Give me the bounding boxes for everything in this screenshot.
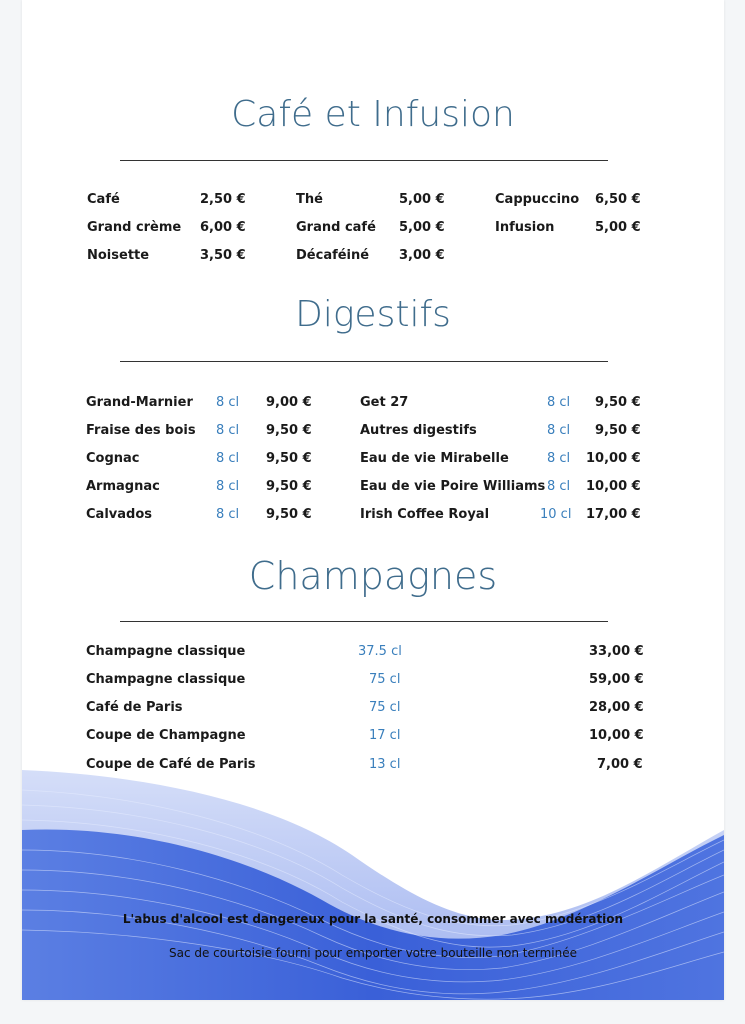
- menu-item-name: Champagne classique: [86, 644, 246, 659]
- menu-item-name: Noisette: [87, 248, 150, 263]
- menu-item-volume: 17 cl: [369, 728, 401, 743]
- menu-item-volume: 8 cl: [216, 395, 240, 410]
- menu-item-volume: 8 cl: [547, 479, 571, 494]
- courtesy-bag-text: Sac de courtoisie fourni pour emporter votre bouteille non terminée: [168, 946, 578, 960]
- menu-item-price: 2,50 €: [200, 192, 246, 207]
- menu-item-name: Fraise des bois: [86, 423, 196, 438]
- menu-item-price: 3,50 €: [200, 248, 246, 263]
- decorative-wave-background: [22, 770, 724, 1000]
- divider-cafe: [120, 160, 608, 161]
- section-title-champagnes: Champagnes: [248, 554, 498, 598]
- section-title-digestifs: Digestifs: [295, 294, 451, 335]
- menu-item-volume: 10 cl: [540, 507, 572, 522]
- menu-item-name: Champagne classique: [86, 672, 246, 687]
- menu-item-volume: 75 cl: [369, 700, 401, 715]
- menu-item-price: 33,00 €: [589, 644, 644, 659]
- menu-item-volume: 13 cl: [369, 757, 401, 772]
- menu-item-name: Grand crème: [87, 220, 182, 235]
- menu-item-volume: 8 cl: [547, 451, 571, 466]
- menu-item-name: Armagnac: [86, 479, 160, 494]
- menu-page: [22, 0, 724, 1000]
- menu-item-volume: 37.5 cl: [358, 644, 402, 659]
- menu-item-price: 5,00 €: [399, 220, 445, 235]
- menu-item-price: 17,00 €: [586, 507, 641, 522]
- menu-item-name: Coupe de Champagne: [86, 728, 246, 743]
- section-title-cafe: Café et Infusion: [231, 94, 515, 135]
- menu-item-name: Autres digestifs: [360, 423, 477, 438]
- menu-item-name: Infusion: [495, 220, 555, 235]
- menu-item-price: 9,50 €: [266, 507, 312, 522]
- menu-item-name: Grand café: [296, 220, 376, 235]
- menu-item-price: 9,50 €: [595, 395, 641, 410]
- menu-item-name: Irish Coffee Royal: [360, 507, 490, 522]
- menu-item-price: 6,00 €: [200, 220, 246, 235]
- menu-item-name: Cognac: [86, 451, 140, 466]
- menu-item-price: 5,00 €: [595, 220, 641, 235]
- divider-champagnes: [120, 621, 608, 622]
- menu-item-name: Coupe de Café de Paris: [86, 757, 256, 772]
- menu-item-price: 9,50 €: [266, 423, 312, 438]
- menu-item-volume: 8 cl: [547, 395, 571, 410]
- divider-digestifs: [120, 361, 608, 362]
- menu-item-price: 10,00 €: [586, 479, 641, 494]
- menu-item-price: 3,00 €: [399, 248, 445, 263]
- menu-item-price: 6,50 €: [595, 192, 641, 207]
- menu-item-price: 7,00 €: [597, 757, 643, 772]
- menu-item-price: 9,50 €: [595, 423, 641, 438]
- menu-item-volume: 75 cl: [369, 672, 401, 687]
- menu-item-name: Café de Paris: [86, 700, 183, 715]
- menu-item-volume: 8 cl: [216, 507, 240, 522]
- menu-item-price: 9,00 €: [266, 395, 312, 410]
- menu-item-name: Grand-Marnier: [86, 395, 193, 410]
- menu-item-volume: 8 cl: [216, 423, 240, 438]
- menu-item-price: 5,00 €: [399, 192, 445, 207]
- menu-item-price: 9,50 €: [266, 451, 312, 466]
- menu-item-price: 9,50 €: [266, 479, 312, 494]
- menu-item-name: Eau de vie Mirabelle: [360, 451, 509, 466]
- menu-item-price: 28,00 €: [589, 700, 644, 715]
- menu-item-name: Thé: [296, 192, 323, 207]
- menu-item-volume: 8 cl: [547, 423, 571, 438]
- wave-graphic: [22, 770, 724, 1000]
- alcohol-warning-text: L'abus d'alcool est dangereux pour la santé, consommer avec modération: [122, 912, 624, 926]
- menu-item-price: 10,00 €: [586, 451, 641, 466]
- menu-item-volume: 8 cl: [216, 451, 240, 466]
- menu-item-price: 10,00 €: [589, 728, 644, 743]
- menu-item-name: Calvados: [86, 507, 152, 522]
- menu-item-name: Eau de vie Poire Williams: [360, 479, 546, 494]
- menu-item-name: Décaféiné: [296, 248, 370, 263]
- menu-item-name: Get 27: [360, 395, 409, 410]
- menu-item-price: 59,00 €: [589, 672, 644, 687]
- menu-item-name: Café: [87, 192, 120, 207]
- menu-item-name: Cappuccino: [495, 192, 580, 207]
- menu-item-volume: 8 cl: [216, 479, 240, 494]
